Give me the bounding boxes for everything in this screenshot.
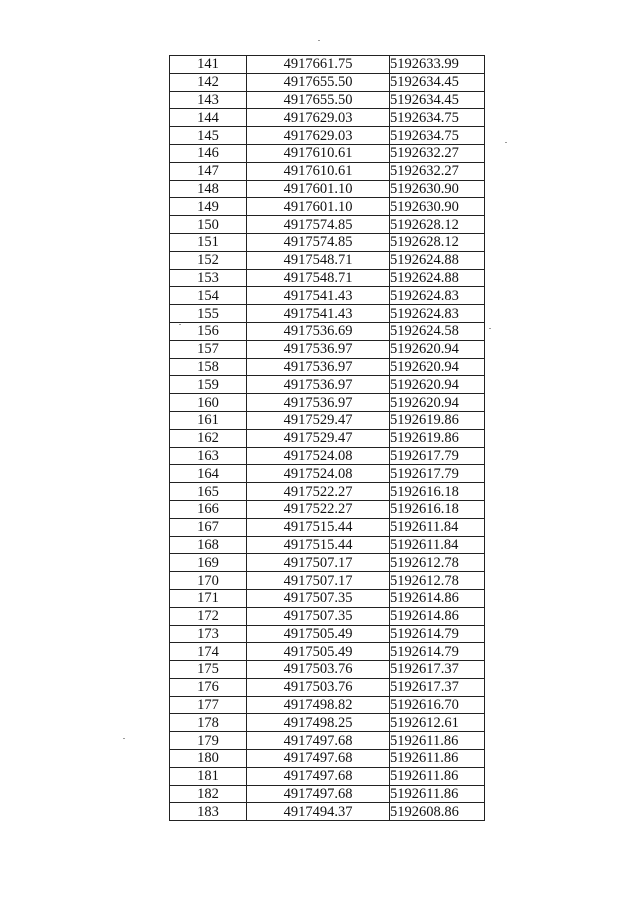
x-coordinate-cell: 4917655.50 — [247, 91, 390, 109]
x-coordinate-cell: 4917661.75 — [247, 56, 390, 74]
point-number-cell: 171 — [170, 589, 247, 607]
point-number-cell: 159 — [170, 376, 247, 394]
y-coordinate-cell: 5192611.86 — [390, 767, 485, 785]
y-coordinate-cell: 5192624.58 — [390, 322, 485, 340]
table-row — [170, 714, 485, 732]
y-coordinate-cell: 5192634.75 — [390, 109, 485, 127]
y-coordinate-cell: 5192624.83 — [390, 305, 485, 323]
x-coordinate-cell: 4917507.35 — [247, 589, 390, 607]
point-number-cell: 146 — [170, 144, 247, 162]
point-number-cell: 153 — [170, 269, 247, 287]
table-row — [170, 322, 485, 340]
point-number-cell: 160 — [170, 394, 247, 412]
table-row — [170, 518, 485, 536]
x-coordinate-cell: 4917629.03 — [247, 127, 390, 145]
x-coordinate-cell: 4917497.68 — [247, 750, 390, 768]
x-coordinate-cell: 4917522.27 — [247, 500, 390, 518]
table-row — [170, 73, 485, 91]
point-number-cell: 178 — [170, 714, 247, 732]
table-row — [170, 144, 485, 162]
y-coordinate-cell: 5192614.79 — [390, 625, 485, 643]
table-row — [170, 216, 485, 234]
point-number-cell: 148 — [170, 180, 247, 198]
table-row — [170, 376, 485, 394]
table-row — [170, 358, 485, 376]
y-coordinate-cell: 5192634.45 — [390, 91, 485, 109]
y-coordinate-cell: 5192617.37 — [390, 661, 485, 679]
x-coordinate-cell: 4917548.71 — [247, 269, 390, 287]
point-number-cell: 172 — [170, 607, 247, 625]
scan-speck — [489, 328, 491, 329]
point-number-cell: 168 — [170, 536, 247, 554]
point-number-cell: 182 — [170, 785, 247, 803]
y-coordinate-cell: 5192611.84 — [390, 518, 485, 536]
y-coordinate-cell: 5192616.18 — [390, 483, 485, 501]
x-coordinate-cell: 4917507.17 — [247, 554, 390, 572]
x-coordinate-cell: 4917497.68 — [247, 785, 390, 803]
point-number-cell: 161 — [170, 411, 247, 429]
x-coordinate-cell: 4917655.50 — [247, 73, 390, 91]
point-number-cell: 177 — [170, 696, 247, 714]
x-coordinate-cell: 4917541.43 — [247, 287, 390, 305]
y-coordinate-cell: 5192617.37 — [390, 678, 485, 696]
point-number-cell: 174 — [170, 643, 247, 661]
x-coordinate-cell: 4917497.68 — [247, 732, 390, 750]
table-row — [170, 109, 485, 127]
point-number-cell: 166 — [170, 500, 247, 518]
y-coordinate-cell: 5192612.61 — [390, 714, 485, 732]
point-number-cell: 163 — [170, 447, 247, 465]
x-coordinate-cell: 4917515.44 — [247, 536, 390, 554]
table-row — [170, 411, 485, 429]
table-row — [170, 750, 485, 768]
y-coordinate-cell: 5192611.86 — [390, 750, 485, 768]
x-coordinate-cell: 4917629.03 — [247, 109, 390, 127]
table-row — [170, 91, 485, 109]
point-number-cell: 169 — [170, 554, 247, 572]
point-number-cell: 154 — [170, 287, 247, 305]
point-number-cell: 165 — [170, 483, 247, 501]
y-coordinate-cell: 5192617.79 — [390, 447, 485, 465]
x-coordinate-cell: 4917536.97 — [247, 376, 390, 394]
x-coordinate-cell: 4917522.27 — [247, 483, 390, 501]
point-number-cell: 155 — [170, 305, 247, 323]
x-coordinate-cell: 4917548.71 — [247, 251, 390, 269]
table-row — [170, 589, 485, 607]
table-row — [170, 465, 485, 483]
y-coordinate-cell: 5192617.79 — [390, 465, 485, 483]
y-coordinate-cell: 5192624.83 — [390, 287, 485, 305]
table-row — [170, 500, 485, 518]
table-row — [170, 625, 485, 643]
coordinates-table — [169, 55, 485, 821]
table-row — [170, 394, 485, 412]
point-number-cell: 151 — [170, 233, 247, 251]
x-coordinate-cell: 4917536.97 — [247, 358, 390, 376]
point-number-cell: 162 — [170, 429, 247, 447]
table-row — [170, 162, 485, 180]
table-row — [170, 803, 485, 821]
scan-speck — [123, 738, 125, 739]
y-coordinate-cell: 5192620.94 — [390, 358, 485, 376]
x-coordinate-cell: 4917507.35 — [247, 607, 390, 625]
x-coordinate-cell: 4917601.10 — [247, 180, 390, 198]
x-coordinate-cell: 4917536.69 — [247, 322, 390, 340]
x-coordinate-cell: 4917529.47 — [247, 429, 390, 447]
point-number-cell: 152 — [170, 251, 247, 269]
y-coordinate-cell: 5192632.27 — [390, 162, 485, 180]
y-coordinate-cell: 5192628.12 — [390, 216, 485, 234]
x-coordinate-cell: 4917507.17 — [247, 572, 390, 590]
table-row — [170, 447, 485, 465]
table-row — [170, 785, 485, 803]
table-row — [170, 269, 485, 287]
y-coordinate-cell: 5192614.79 — [390, 643, 485, 661]
point-number-cell: 143 — [170, 91, 247, 109]
x-coordinate-cell: 4917497.68 — [247, 767, 390, 785]
x-coordinate-cell: 4917505.49 — [247, 625, 390, 643]
y-coordinate-cell: 5192619.86 — [390, 429, 485, 447]
y-coordinate-cell: 5192608.86 — [390, 803, 485, 821]
table-row — [170, 572, 485, 590]
table-row — [170, 340, 485, 358]
x-coordinate-cell: 4917574.85 — [247, 216, 390, 234]
x-coordinate-cell: 4917610.61 — [247, 144, 390, 162]
point-number-cell: 176 — [170, 678, 247, 696]
scan-speck — [179, 324, 181, 325]
table-row — [170, 233, 485, 251]
x-coordinate-cell: 4917536.97 — [247, 340, 390, 358]
point-number-cell: 170 — [170, 572, 247, 590]
x-coordinate-cell: 4917529.47 — [247, 411, 390, 429]
table-row — [170, 127, 485, 145]
x-coordinate-cell: 4917494.37 — [247, 803, 390, 821]
point-number-cell: 142 — [170, 73, 247, 91]
table-row — [170, 607, 485, 625]
x-coordinate-cell: 4917503.76 — [247, 678, 390, 696]
x-coordinate-cell: 4917574.85 — [247, 233, 390, 251]
point-number-cell: 147 — [170, 162, 247, 180]
table-row — [170, 536, 485, 554]
y-coordinate-cell: 5192612.78 — [390, 554, 485, 572]
table-row — [170, 767, 485, 785]
y-coordinate-cell: 5192630.90 — [390, 180, 485, 198]
y-coordinate-cell: 5192611.86 — [390, 732, 485, 750]
scan-speck — [505, 142, 507, 143]
x-coordinate-cell: 4917498.82 — [247, 696, 390, 714]
point-number-cell: 173 — [170, 625, 247, 643]
point-number-cell: 183 — [170, 803, 247, 821]
table-row — [170, 251, 485, 269]
y-coordinate-cell: 5192612.78 — [390, 572, 485, 590]
table-row — [170, 732, 485, 750]
point-number-cell: 167 — [170, 518, 247, 536]
table-row — [170, 287, 485, 305]
y-coordinate-cell: 5192628.12 — [390, 233, 485, 251]
y-coordinate-cell: 5192619.86 — [390, 411, 485, 429]
y-coordinate-cell: 5192611.86 — [390, 785, 485, 803]
table-row — [170, 180, 485, 198]
point-number-cell: 156 — [170, 322, 247, 340]
y-coordinate-cell: 5192632.27 — [390, 144, 485, 162]
y-coordinate-cell: 5192616.70 — [390, 696, 485, 714]
y-coordinate-cell: 5192624.88 — [390, 251, 485, 269]
table-row — [170, 661, 485, 679]
x-coordinate-cell: 4917498.25 — [247, 714, 390, 732]
point-number-cell: 164 — [170, 465, 247, 483]
table-row — [170, 429, 485, 447]
y-coordinate-cell: 5192616.18 — [390, 500, 485, 518]
y-coordinate-cell: 5192630.90 — [390, 198, 485, 216]
x-coordinate-cell: 4917536.97 — [247, 394, 390, 412]
table-row — [170, 483, 485, 501]
point-number-cell: 175 — [170, 661, 247, 679]
point-number-cell: 180 — [170, 750, 247, 768]
x-coordinate-cell: 4917524.08 — [247, 447, 390, 465]
x-coordinate-cell: 4917524.08 — [247, 465, 390, 483]
coordinates-table-body — [170, 56, 485, 821]
point-number-cell: 157 — [170, 340, 247, 358]
y-coordinate-cell: 5192620.94 — [390, 394, 485, 412]
y-coordinate-cell: 5192634.75 — [390, 127, 485, 145]
table-row — [170, 198, 485, 216]
x-coordinate-cell: 4917610.61 — [247, 162, 390, 180]
y-coordinate-cell: 5192620.94 — [390, 340, 485, 358]
table-row — [170, 643, 485, 661]
point-number-cell: 150 — [170, 216, 247, 234]
point-number-cell: 145 — [170, 127, 247, 145]
y-coordinate-cell: 5192633.99 — [390, 56, 485, 74]
x-coordinate-cell: 4917541.43 — [247, 305, 390, 323]
x-coordinate-cell: 4917503.76 — [247, 661, 390, 679]
table-row — [170, 696, 485, 714]
y-coordinate-cell: 5192611.84 — [390, 536, 485, 554]
point-number-cell: 149 — [170, 198, 247, 216]
y-coordinate-cell: 5192624.88 — [390, 269, 485, 287]
point-number-cell: 141 — [170, 56, 247, 74]
x-coordinate-cell: 4917601.10 — [247, 198, 390, 216]
point-number-cell: 179 — [170, 732, 247, 750]
x-coordinate-cell: 4917505.49 — [247, 643, 390, 661]
y-coordinate-cell: 5192634.45 — [390, 73, 485, 91]
point-number-cell: 181 — [170, 767, 247, 785]
point-number-cell: 144 — [170, 109, 247, 127]
table-row — [170, 554, 485, 572]
table-row — [170, 678, 485, 696]
table-row — [170, 305, 485, 323]
y-coordinate-cell: 5192614.86 — [390, 607, 485, 625]
point-number-cell: 158 — [170, 358, 247, 376]
x-coordinate-cell: 4917515.44 — [247, 518, 390, 536]
y-coordinate-cell: 5192614.86 — [390, 589, 485, 607]
scan-speck — [318, 40, 320, 41]
table-row — [170, 56, 485, 74]
y-coordinate-cell: 5192620.94 — [390, 376, 485, 394]
